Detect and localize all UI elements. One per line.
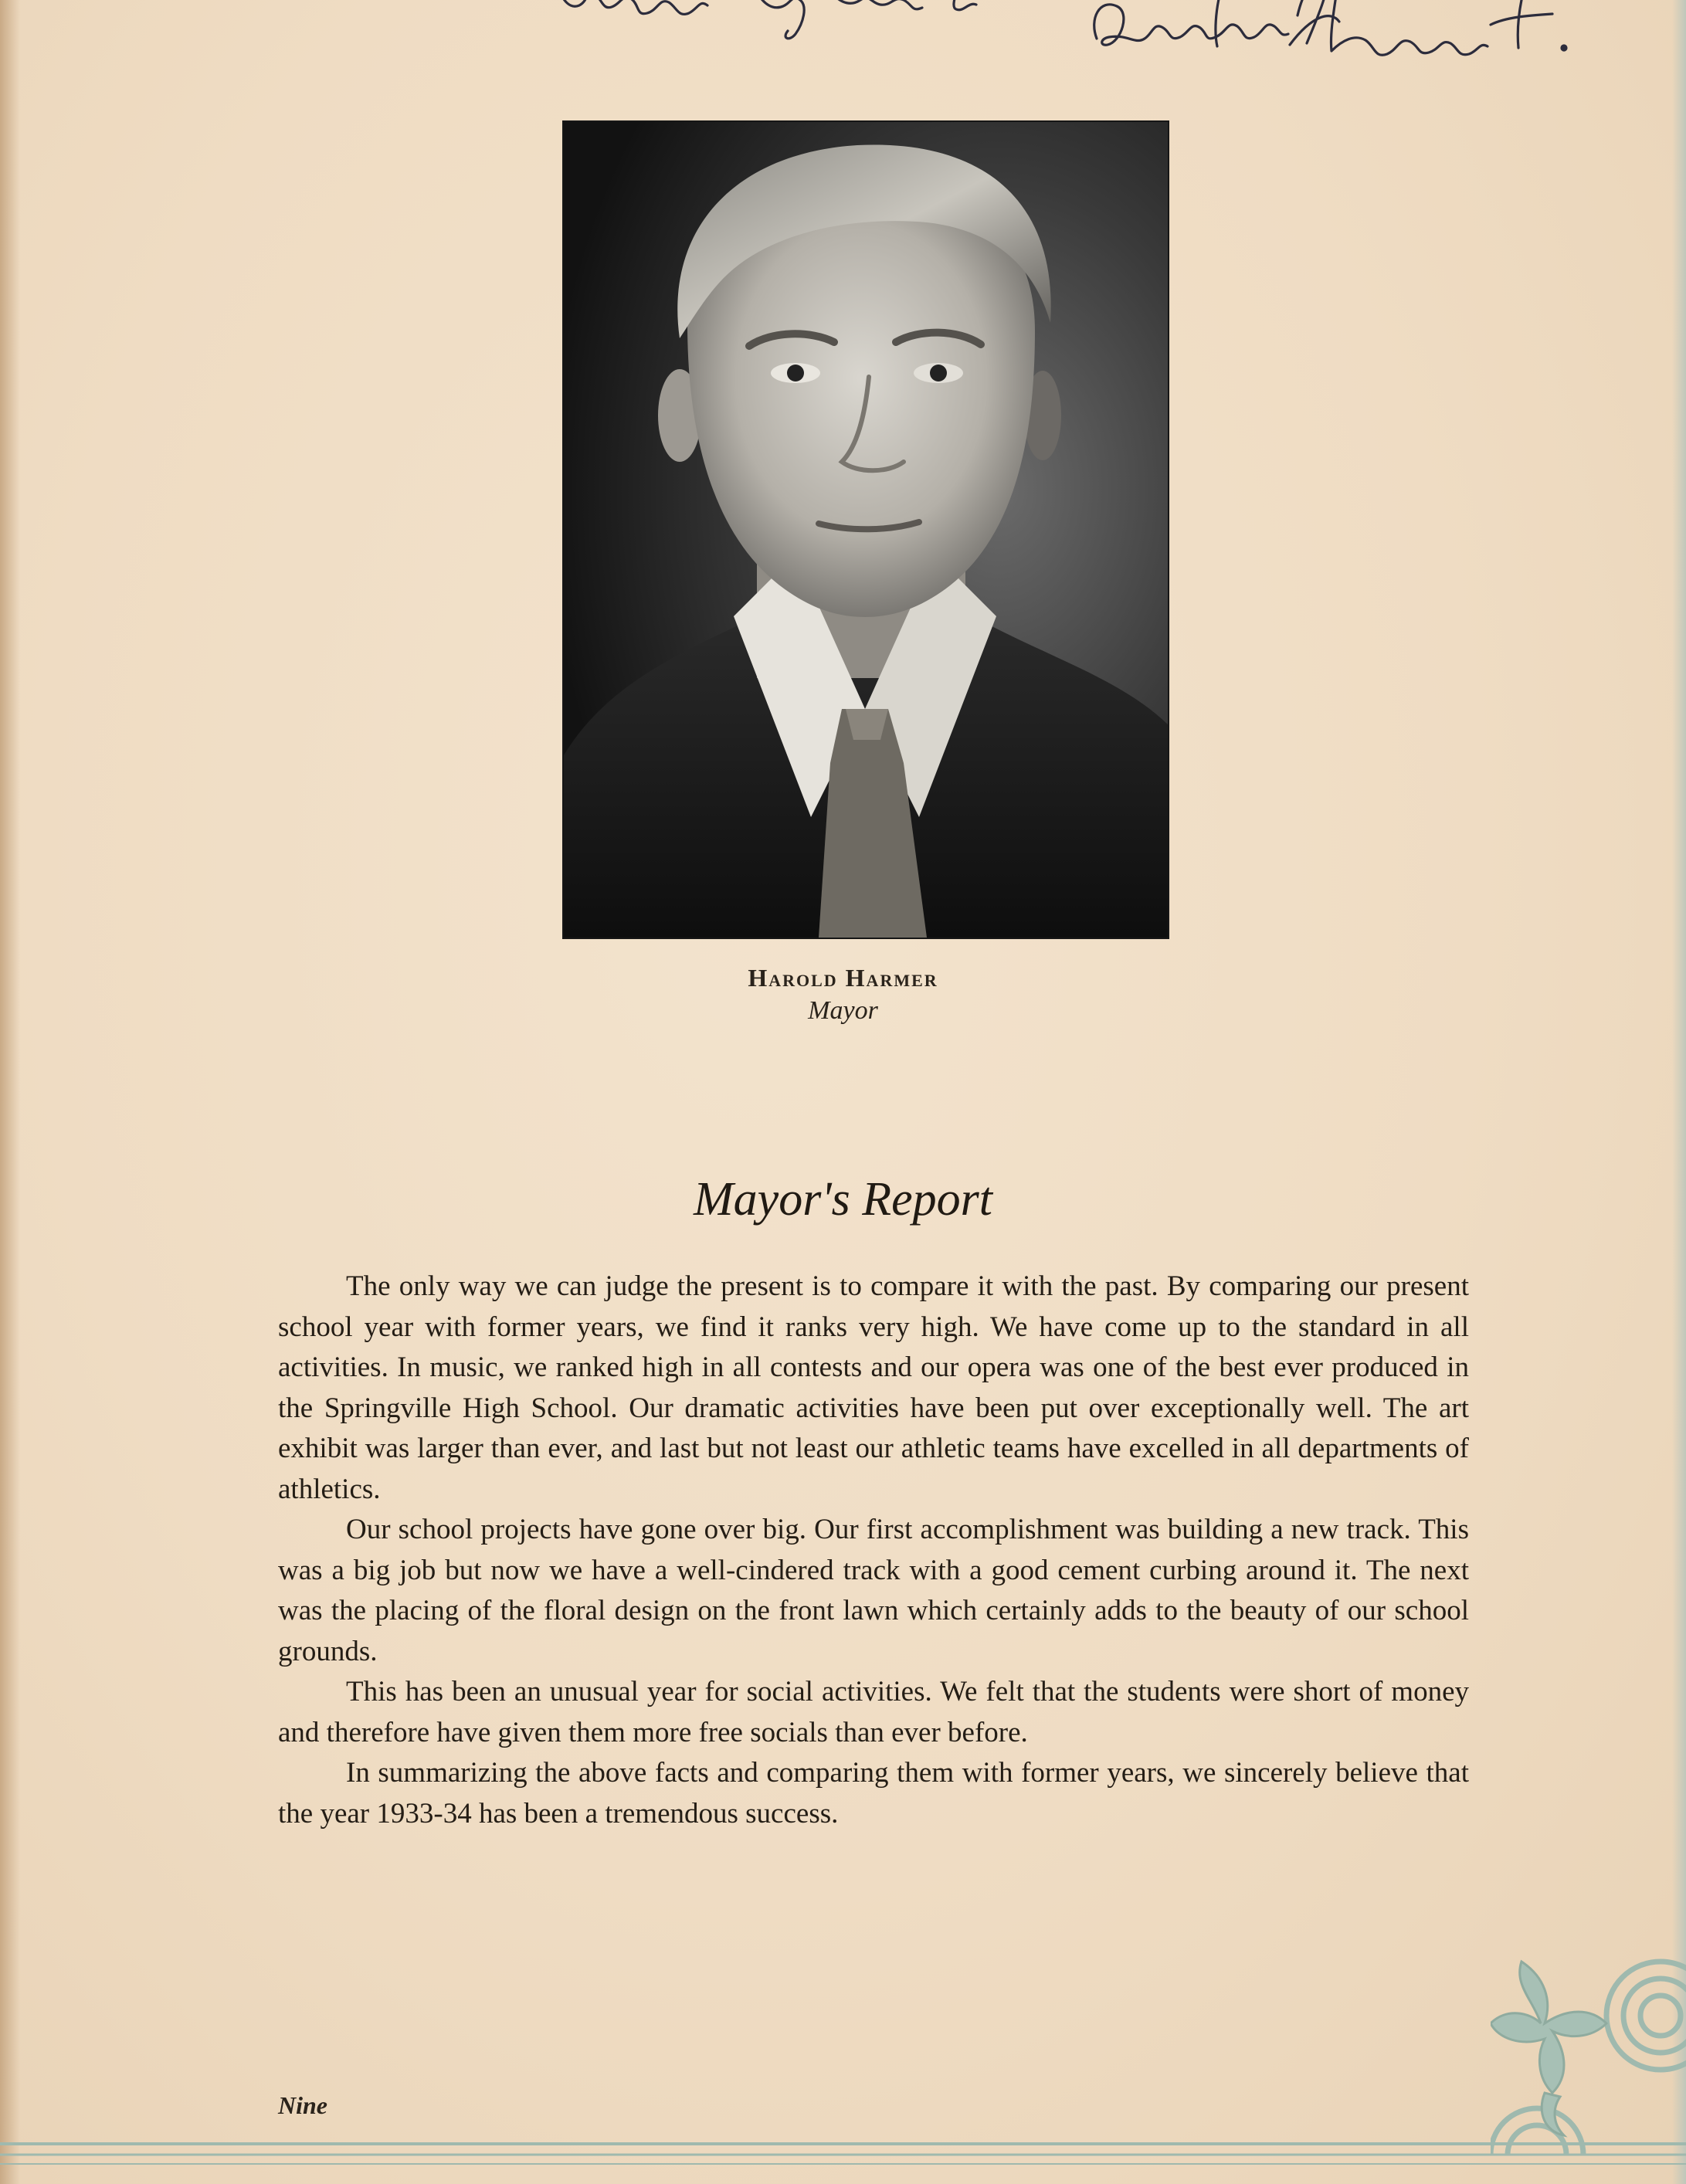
caption-name: Harold Harmer (748, 964, 938, 992)
handwritten-signature (525, 0, 1606, 93)
portrait-photo (564, 122, 1168, 938)
floral-ornament-icon (1491, 1946, 1686, 2155)
report-paragraph: This has been an unusual year for social activities. We felt that the students were short of money and therefore have given them more free socials than ever before. (278, 1676, 1469, 1748)
page-edge (1672, 0, 1686, 2184)
report-paragraph: Our school projects have gone over big. Our first accomplishment was building a new track. This was a big job but now we have a well-cindered track with a good cement curbing around it. The next was the placing of the floral design on the front lawn which certainly adds to the beauty of our school grounds. (278, 1514, 1469, 1667)
report-body (278, 1267, 1469, 1834)
binding-shadow (0, 0, 20, 2184)
bottom-border (0, 2138, 1686, 2184)
caption-role: Mayor (808, 996, 878, 1025)
page-number: Nine (278, 2091, 327, 2119)
report-paragraph: In summarizing the above facts and comparing them with former years, we sincerely believe that the year 1933-34 has been a tremendous success. (278, 1757, 1469, 1830)
report-title: Mayor's Report (694, 1173, 992, 1226)
report-paragraph: The only way we can judge the present is to compare it with the past. By comparing our present school year with former years, we find it ranks very high. We have come up to the standard in all activities. In music, we ranked high in all contests and our opera was one of the best ever produced in the Springville High School. Our dramatic activities have been put over exceptionally well. The art exhibit was larger than ever, and last but not least our athletic teams have excelled in all departments of athletics. (278, 1270, 1469, 1505)
